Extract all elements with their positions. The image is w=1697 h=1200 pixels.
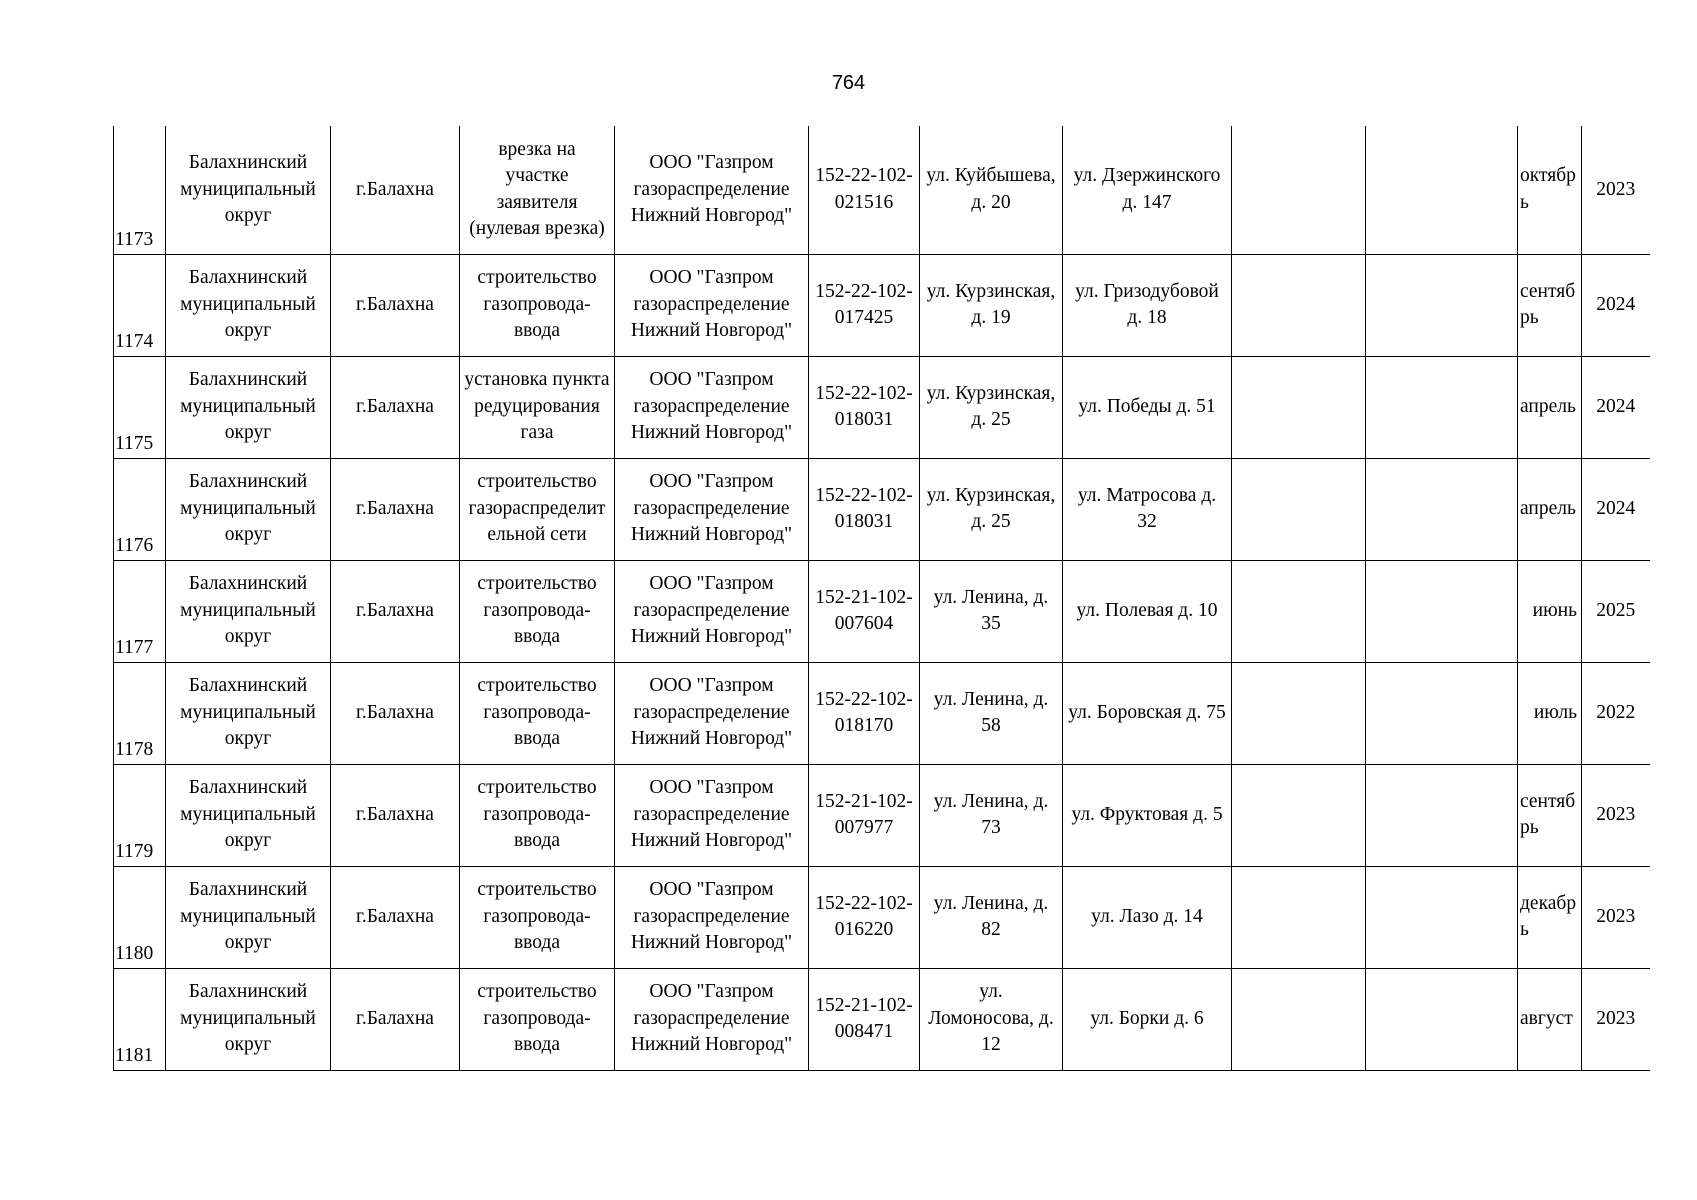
- organization-cell-line: Нижний Новгород": [630, 1034, 793, 1056]
- work-type-cell-line: строительство: [477, 675, 597, 697]
- empty-cell: [1366, 764, 1518, 866]
- district-cell-line: Балахнинский: [188, 369, 308, 391]
- month-cell-line: июнь: [1532, 599, 1577, 621]
- work-type-cell: [460, 126, 615, 254]
- target-address-cell-line: ул. Полевая д. 10: [1076, 599, 1218, 621]
- address-cell: [920, 968, 1063, 1070]
- month-cell-line: апрель: [1520, 497, 1576, 519]
- month-cell: [1518, 254, 1582, 356]
- work-type-cell-line: ввода: [513, 626, 561, 648]
- work-type-cell-line: заявителя: [496, 191, 578, 213]
- month-cell: [1518, 560, 1582, 662]
- address-cell-line: 35: [981, 613, 1001, 634]
- address-cell-line: 82: [981, 919, 1001, 940]
- month-cell-line: ь: [1520, 919, 1529, 940]
- work-type-cell-line: газопровода-: [483, 599, 591, 621]
- work-type-cell-line: строительство: [477, 879, 597, 901]
- address-cell: [920, 126, 1063, 254]
- work-type-cell: [460, 254, 615, 356]
- district-cell-line: муниципальный: [180, 497, 316, 519]
- district-cell: [166, 356, 331, 458]
- table-row: [114, 968, 1650, 1070]
- district-cell-line: муниципальный: [180, 701, 316, 723]
- address-cell-line: 58: [981, 715, 1001, 736]
- work-type-cell: [460, 866, 615, 968]
- district-cell-line: Балахнинский: [188, 471, 308, 493]
- row-number: 1173: [114, 126, 166, 254]
- address-cell-line: д. 25: [971, 511, 1011, 532]
- month-cell-line: ь: [1520, 191, 1529, 213]
- table-row: [114, 458, 1650, 560]
- town-cell: г.Балахна: [331, 866, 460, 968]
- address-cell-line: д. 25: [971, 409, 1011, 430]
- year-cell: 2023: [1582, 968, 1650, 1070]
- table-row: [114, 356, 1650, 458]
- organization-cell-line: Нижний Новгород": [630, 932, 793, 954]
- empty-cell: [1366, 866, 1518, 968]
- year-cell: 2023: [1582, 866, 1650, 968]
- work-type-cell-line: газопровода-: [483, 293, 591, 315]
- work-type-cell-line: ввода: [513, 1034, 561, 1056]
- target-address-cell-line: д. 147: [1122, 191, 1172, 213]
- month-cell-line: рь: [1520, 307, 1539, 328]
- organization-cell-line: ООО "Газпром: [649, 675, 774, 697]
- organization-cell-line: Нижний Новгород": [630, 320, 793, 342]
- address-cell-line: 73: [981, 817, 1001, 838]
- target-address-cell: [1063, 458, 1232, 560]
- code-cell-line: 007977: [834, 817, 894, 838]
- code-cell-line: 018170: [834, 715, 894, 736]
- work-type-cell-line: ввода: [513, 932, 561, 954]
- page-number: 764: [831, 72, 866, 94]
- code-cell: [809, 866, 920, 968]
- month-cell-line: сентяб: [1520, 280, 1576, 302]
- district-cell-line: Балахнинский: [188, 267, 308, 289]
- year-cell: 2023: [1582, 764, 1650, 866]
- work-type-cell: [460, 662, 615, 764]
- organization-cell-line: газораспределение: [633, 803, 790, 825]
- district-cell-line: муниципальный: [180, 293, 316, 315]
- organization-cell-line: газораспределение: [633, 599, 790, 621]
- code-cell: [809, 968, 920, 1070]
- town-cell: г.Балахна: [331, 126, 460, 254]
- organization-cell-line: газораспределение: [633, 905, 790, 927]
- register-table: [113, 126, 1650, 1071]
- address-cell-line: ул. Курзинская,: [926, 382, 1056, 404]
- district-cell-line: округ: [224, 524, 272, 546]
- empty-cell: [1232, 662, 1366, 764]
- empty-cell: [1232, 866, 1366, 968]
- work-type-cell-line: ельной сети: [487, 524, 587, 546]
- target-address-cell: [1063, 126, 1232, 254]
- district-cell-line: Балахнинский: [188, 675, 308, 697]
- empty-cell: [1232, 254, 1366, 356]
- year-cell: 2022: [1582, 662, 1650, 764]
- organization-cell-line: ООО "Газпром: [649, 471, 774, 493]
- code-cell: [809, 662, 920, 764]
- work-type-cell-line: ввода: [513, 320, 561, 342]
- district-cell-line: Балахнинский: [188, 152, 308, 173]
- empty-cell: [1366, 458, 1518, 560]
- row-number: 1177: [114, 560, 166, 662]
- town-cell: г.Балахна: [331, 968, 460, 1070]
- district-cell-line: муниципальный: [180, 905, 316, 927]
- district-cell-line: округ: [224, 728, 272, 750]
- target-address-cell: [1063, 560, 1232, 662]
- work-type-cell-line: строительство: [477, 471, 597, 493]
- district-cell-line: муниципальный: [180, 1007, 316, 1029]
- district-cell-line: Балахнинский: [188, 981, 308, 1003]
- work-type-cell-line: участке: [505, 165, 569, 187]
- organization-cell: [615, 254, 809, 356]
- address-cell-line: Ломоносова, д.: [928, 1007, 1054, 1029]
- organization-cell-line: ООО "Газпром: [649, 267, 774, 289]
- target-address-cell-line: ул. Фруктовая д. 5: [1071, 803, 1223, 825]
- row-number: 1181: [114, 968, 166, 1070]
- town-cell: г.Балахна: [331, 356, 460, 458]
- organization-cell-line: Нижний Новгород": [630, 524, 793, 546]
- work-type-cell-line: строительство: [477, 777, 597, 799]
- code-cell-line: 021516: [834, 191, 894, 213]
- empty-cell: [1232, 968, 1366, 1070]
- district-cell-line: муниципальный: [180, 395, 316, 417]
- work-type-cell-line: строительство: [477, 981, 597, 1003]
- work-type-cell-line: газораспределит: [468, 497, 606, 519]
- code-cell-line: 018031: [834, 511, 894, 532]
- town-cell: г.Балахна: [331, 764, 460, 866]
- address-cell-line: ул. Куйбышева,: [926, 165, 1056, 187]
- row-number: 1179: [114, 764, 166, 866]
- month-cell-line: октябр: [1520, 165, 1576, 187]
- address-cell-line: ул. Курзинская,: [926, 280, 1056, 302]
- target-address-cell-line: ул. Победы д. 51: [1078, 395, 1216, 417]
- organization-cell-line: Нижний Новгород": [630, 422, 793, 444]
- work-type-cell-line: врезка на: [498, 138, 576, 160]
- district-cell-line: округ: [224, 422, 272, 444]
- month-cell: [1518, 866, 1582, 968]
- address-cell-line: ул. Ленина, д.: [933, 790, 1049, 812]
- row-number: 1178: [114, 662, 166, 764]
- organization-cell: [615, 126, 809, 254]
- code-cell-line: 152-22-102-: [815, 892, 913, 914]
- work-type-cell-line: установка пункта: [464, 369, 610, 391]
- address-cell-line: д. 19: [971, 307, 1011, 328]
- work-type-cell-line: газопровода-: [483, 803, 591, 825]
- work-type-cell-line: газопровода-: [483, 905, 591, 927]
- organization-cell-line: газораспределение: [633, 1007, 790, 1029]
- row-number: 1180: [114, 866, 166, 968]
- organization-cell-line: газораспределение: [633, 497, 790, 519]
- work-type-cell-line: строительство: [477, 573, 597, 595]
- target-address-cell-line: ул. Боровская д. 75: [1068, 701, 1226, 723]
- table-row: [114, 560, 1650, 662]
- code-cell-line: 008471: [834, 1021, 894, 1042]
- table-row: [114, 254, 1650, 356]
- district-cell-line: муниципальный: [180, 599, 316, 621]
- district-cell-line: муниципальный: [180, 178, 316, 200]
- district-cell-line: округ: [224, 830, 272, 852]
- work-type-cell: [460, 356, 615, 458]
- organization-cell-line: Нижний Новгород": [630, 626, 793, 648]
- district-cell-line: округ: [224, 320, 272, 342]
- district-cell-line: Балахнинский: [188, 777, 308, 799]
- empty-cell: [1366, 968, 1518, 1070]
- month-cell-line: рь: [1520, 817, 1539, 838]
- code-cell-line: 152-22-102-: [815, 484, 913, 506]
- work-type-cell: [460, 968, 615, 1070]
- address-cell: [920, 560, 1063, 662]
- empty-cell: [1232, 764, 1366, 866]
- organization-cell-line: газораспределение: [633, 701, 790, 723]
- address-cell: [920, 254, 1063, 356]
- row-number: 1176: [114, 458, 166, 560]
- organization-cell: [615, 560, 809, 662]
- district-cell: [166, 764, 331, 866]
- code-cell: [809, 356, 920, 458]
- address-cell-line: д. 20: [971, 191, 1011, 213]
- district-cell-line: Балахнинский: [188, 879, 308, 901]
- organization-cell-line: ООО "Газпром: [649, 879, 774, 901]
- month-cell-line: август: [1520, 1007, 1573, 1029]
- district-cell-line: округ: [224, 205, 272, 226]
- organization-cell-line: ООО "Газпром: [649, 981, 774, 1003]
- address-cell: [920, 866, 1063, 968]
- year-cell: 2024: [1582, 254, 1650, 356]
- organization-cell-line: ООО "Газпром: [649, 573, 774, 595]
- empty-cell: [1366, 126, 1518, 254]
- organization-cell: [615, 662, 809, 764]
- organization-cell-line: газораспределение: [633, 178, 790, 200]
- district-cell-line: округ: [224, 1034, 272, 1056]
- code-cell: [809, 458, 920, 560]
- organization-cell: [615, 866, 809, 968]
- code-cell-line: 016220: [834, 919, 894, 940]
- code-cell-line: 017425: [834, 307, 894, 328]
- code-cell-line: 152-22-102-: [815, 165, 913, 187]
- district-cell: [166, 968, 331, 1070]
- organization-cell-line: ООО "Газпром: [649, 152, 774, 173]
- address-cell-line: ул. Ленина, д.: [933, 586, 1049, 608]
- district-cell: [166, 458, 331, 560]
- target-address-cell: [1063, 662, 1232, 764]
- address-cell-line: ул. Ленина, д.: [933, 892, 1049, 914]
- empty-cell: [1366, 254, 1518, 356]
- address-cell-line: ул. Ленина, д.: [933, 688, 1049, 710]
- month-cell-line: апрель: [1520, 395, 1576, 417]
- address-cell: [920, 356, 1063, 458]
- town-cell: г.Балахна: [331, 458, 460, 560]
- work-type-cell-line: ввода: [513, 728, 561, 750]
- year-cell: 2023: [1582, 126, 1650, 254]
- month-cell-line: июль: [1533, 701, 1577, 723]
- work-type-cell: [460, 560, 615, 662]
- work-type-cell-line: редуцирования: [474, 395, 600, 417]
- code-cell: [809, 254, 920, 356]
- year-cell: 2024: [1582, 458, 1650, 560]
- organization-cell-line: Нижний Новгород": [630, 728, 793, 750]
- district-cell: [166, 662, 331, 764]
- district-cell: [166, 560, 331, 662]
- district-cell: [166, 254, 331, 356]
- district-cell-line: Балахнинский: [188, 573, 308, 595]
- work-type-cell-line: газопровода-: [483, 1007, 591, 1029]
- address-cell-line: 12: [981, 1034, 1001, 1056]
- target-address-cell-line: ул. Дзержинского: [1073, 165, 1221, 187]
- district-cell-line: округ: [224, 626, 272, 648]
- organization-cell: [615, 968, 809, 1070]
- code-cell-line: 152-22-102-: [815, 280, 913, 302]
- code-cell: [809, 764, 920, 866]
- month-cell: [1518, 356, 1582, 458]
- work-type-cell-line: строительство: [477, 267, 597, 289]
- empty-cell: [1232, 560, 1366, 662]
- target-address-cell-line: ул. Борки д. 6: [1090, 1007, 1204, 1029]
- address-cell: [920, 662, 1063, 764]
- district-cell: [166, 866, 331, 968]
- organization-cell-line: газораспределение: [633, 395, 790, 417]
- code-cell-line: 018031: [834, 409, 894, 430]
- code-cell: [809, 560, 920, 662]
- code-cell-line: 152-21-102-: [815, 790, 913, 812]
- table-row: [114, 866, 1650, 968]
- code-cell-line: 152-22-102-: [815, 382, 913, 404]
- code-cell-line: 152-21-102-: [815, 586, 913, 608]
- empty-cell: [1366, 356, 1518, 458]
- work-type-cell: [460, 458, 615, 560]
- organization-cell-line: Нижний Новгород": [630, 830, 793, 852]
- target-address-cell-line: 32: [1137, 511, 1157, 532]
- code-cell: [809, 126, 920, 254]
- target-address-cell: [1063, 968, 1232, 1070]
- work-type-cell-line: ввода: [513, 830, 561, 852]
- month-cell-line: сентяб: [1520, 790, 1576, 812]
- work-type-cell: [460, 764, 615, 866]
- empty-cell: [1232, 458, 1366, 560]
- target-address-cell-line: ул. Лазо д. 14: [1091, 905, 1203, 927]
- target-address-cell-line: д. 18: [1127, 307, 1167, 328]
- target-address-cell: [1063, 866, 1232, 968]
- district-cell: [166, 126, 331, 254]
- month-cell: [1518, 764, 1582, 866]
- row-number: 1174: [114, 254, 166, 356]
- organization-cell-line: Нижний Новгород": [630, 205, 793, 226]
- organization-cell: [615, 764, 809, 866]
- year-cell: 2025: [1582, 560, 1650, 662]
- town-cell: г.Балахна: [331, 662, 460, 764]
- code-cell-line: 007604: [834, 613, 894, 634]
- target-address-cell: [1063, 356, 1232, 458]
- organization-cell: [615, 458, 809, 560]
- row-number: 1175: [114, 356, 166, 458]
- organization-cell-line: ООО "Газпром: [649, 777, 774, 799]
- work-type-cell-line: газопровода-: [483, 701, 591, 723]
- target-address-cell-line: ул. Матросова д.: [1077, 484, 1217, 506]
- organization-cell-line: газораспределение: [633, 293, 790, 315]
- empty-cell: [1366, 662, 1518, 764]
- district-cell-line: муниципальный: [180, 803, 316, 825]
- address-cell-line: ул.: [979, 981, 1003, 1003]
- town-cell: г.Балахна: [331, 560, 460, 662]
- organization-cell-line: ООО "Газпром: [649, 369, 774, 391]
- table-body: [114, 126, 1650, 1070]
- target-address-cell-line: ул. Гризодубовой: [1075, 280, 1219, 302]
- table-row: [114, 662, 1650, 764]
- year-cell: 2024: [1582, 356, 1650, 458]
- organization-cell: [615, 356, 809, 458]
- empty-cell: [1232, 356, 1366, 458]
- month-cell: [1518, 458, 1582, 560]
- work-type-cell-line: газа: [520, 422, 554, 444]
- district-cell-line: округ: [224, 932, 272, 954]
- work-type-cell-line: (нулевая врезка): [469, 218, 605, 240]
- empty-cell: [1232, 126, 1366, 254]
- month-cell: [1518, 126, 1582, 254]
- month-cell-line: декабр: [1520, 892, 1577, 914]
- town-cell: г.Балахна: [331, 254, 460, 356]
- table-row: [114, 764, 1650, 866]
- target-address-cell: [1063, 764, 1232, 866]
- code-cell-line: 152-22-102-: [815, 688, 913, 710]
- target-address-cell: [1063, 254, 1232, 356]
- empty-cell: [1366, 560, 1518, 662]
- address-cell: [920, 458, 1063, 560]
- code-cell-line: 152-21-102-: [815, 994, 913, 1016]
- table-row: [114, 126, 1650, 254]
- month-cell: [1518, 662, 1582, 764]
- month-cell: [1518, 968, 1582, 1070]
- address-cell: [920, 764, 1063, 866]
- address-cell-line: ул. Курзинская,: [926, 484, 1056, 506]
